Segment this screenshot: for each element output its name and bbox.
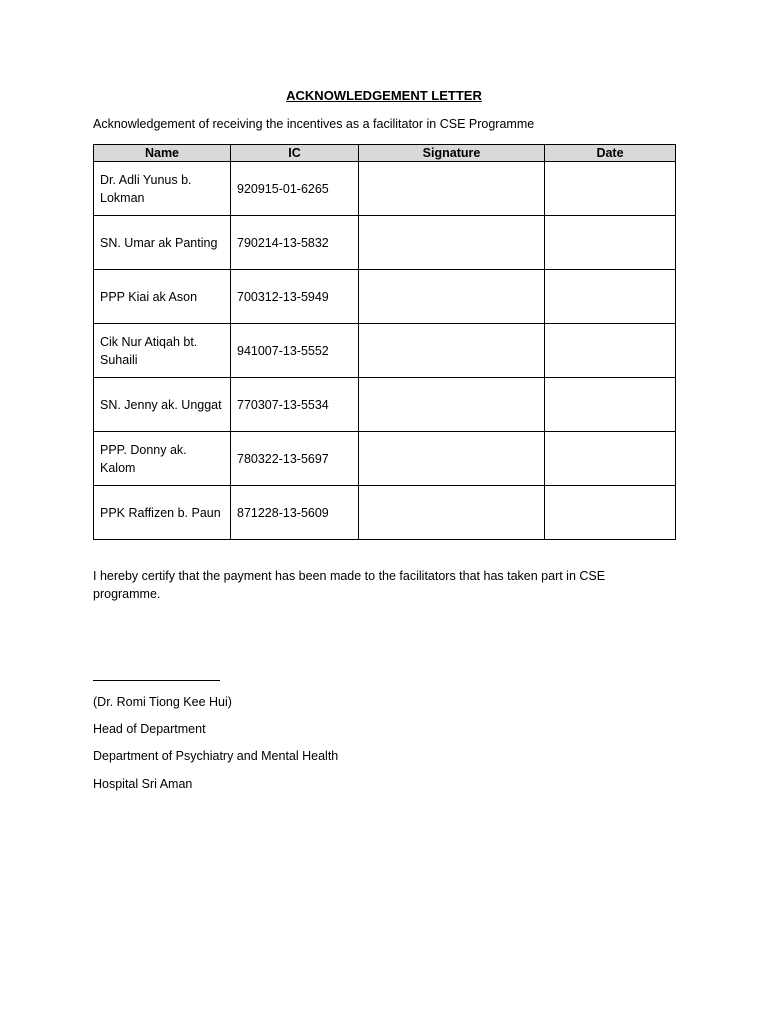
cell-ic: 770307-13-5534 [231, 378, 359, 432]
cell-date [545, 378, 676, 432]
cell-date [545, 216, 676, 270]
signature-line [93, 680, 220, 681]
table-row [94, 162, 676, 216]
table-row [94, 432, 676, 486]
cell-date [545, 432, 676, 486]
cell-name: PPK Raffizen b. Paun [94, 486, 231, 540]
header-signature: Signature [359, 145, 545, 162]
signatory-department: Department of Psychiatry and Mental Health [93, 749, 339, 763]
cell-name: SN. Jenny ak. Unggat [94, 378, 231, 432]
cell-ic: 941007-13-5552 [231, 324, 359, 378]
signatory-position: Head of Department [93, 722, 206, 736]
table-row [94, 216, 676, 270]
signatory-hospital: Hospital Sri Aman [93, 777, 193, 791]
certification-text: I hereby certify that the payment has been made to the facilitators that has taken part in CSE programme. [93, 569, 606, 601]
cell-name: Cik Nur Atiqah bt. Suhaili [94, 324, 231, 378]
cell-signature [359, 216, 545, 270]
header-name: Name [94, 145, 231, 162]
header-date: Date [545, 145, 676, 162]
cell-signature [359, 378, 545, 432]
cell-ic: 780322-13-5697 [231, 432, 359, 486]
table-row [94, 486, 676, 540]
cell-date [545, 162, 676, 216]
cell-ic: 920915-01-6265 [231, 162, 359, 216]
cell-name: SN. Umar ak Panting [94, 216, 231, 270]
table-row [94, 270, 676, 324]
signatory-name: (Dr. Romi Tiong Kee Hui) [93, 695, 232, 709]
cell-date [545, 324, 676, 378]
table-header-row [94, 145, 676, 162]
cell-signature [359, 324, 545, 378]
intro-text: Acknowledgement of receiving the incentives as a facilitator in CSE Programme [93, 117, 535, 131]
cell-ic: 871228-13-5609 [231, 486, 359, 540]
cell-name: Dr. Adli Yunus b. Lokman [94, 162, 231, 216]
cell-signature [359, 162, 545, 216]
cell-date [545, 270, 676, 324]
cell-ic: 790214-13-5832 [231, 216, 359, 270]
cell-signature [359, 270, 545, 324]
table-row [94, 378, 676, 432]
cell-signature [359, 432, 545, 486]
cell-date [545, 486, 676, 540]
header-ic: IC [231, 145, 359, 162]
facilitator-table [93, 144, 676, 540]
letter-title: ACKNOWLEDGEMENT LETTER [286, 88, 482, 103]
cell-name: PPP Kiai ak Ason [94, 270, 231, 324]
cell-signature [359, 486, 545, 540]
cell-ic: 700312-13-5949 [231, 270, 359, 324]
cell-name: PPP. Donny ak. Kalom [94, 432, 231, 486]
table-row [94, 324, 676, 378]
